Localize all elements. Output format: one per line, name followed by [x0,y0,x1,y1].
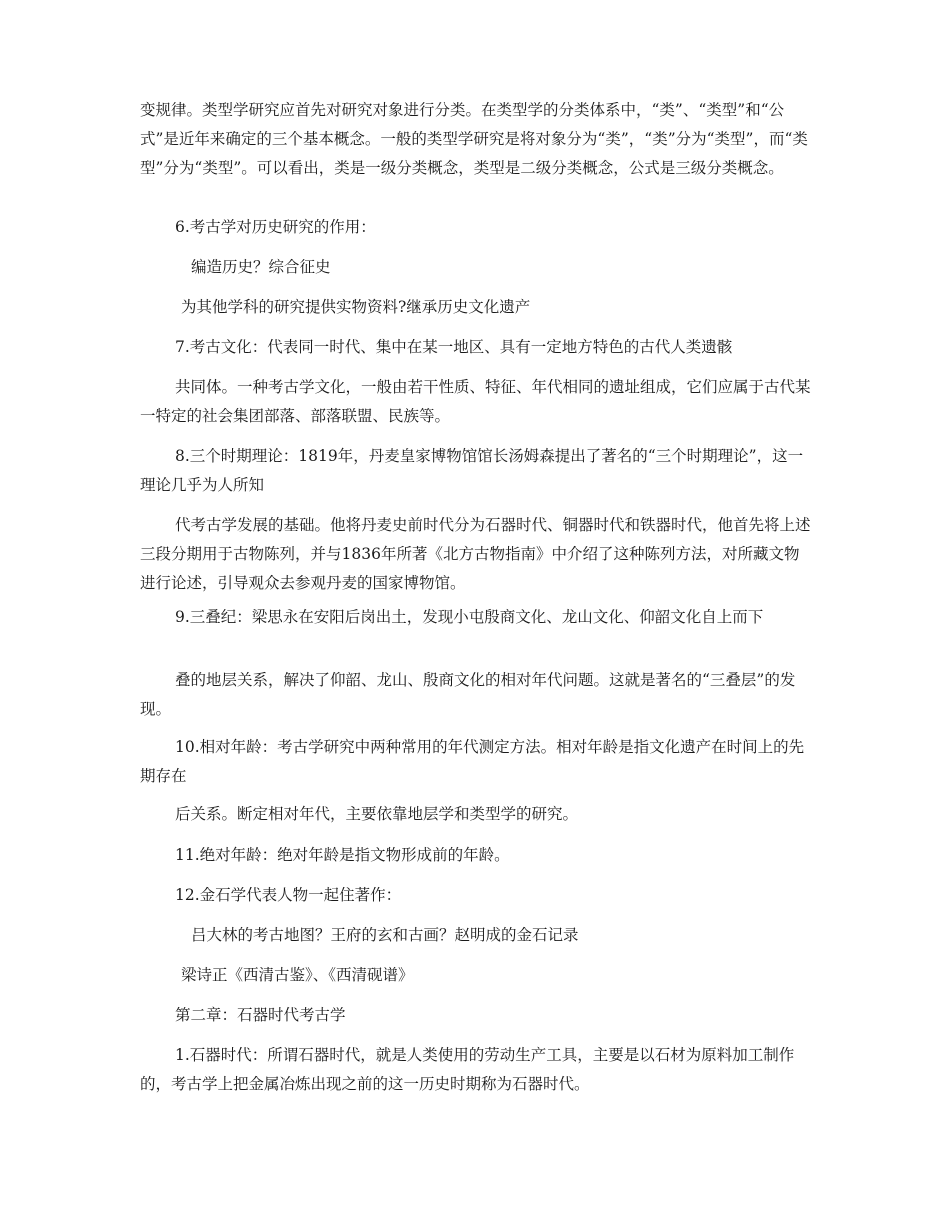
paragraph-item-7-cont: 共同体。一种考古学文化，一般由若干性质、特征、年代相同的遗址组成，它们应属于古代某一特定的社会集团部落、部落联盟、民族等。 [140,378,811,425]
heading-item-7: 7.考古文化：代表同一时代、集中在某一地区、具有一定地方特色的古代人类遗骸 [175,338,733,356]
list-line: 梁诗正《西清古鉴》、《西清砚谱》 [181,966,414,984]
heading-item-9: 9.三叠纪：梁思永在安阳后岗出土，发现小屯殷商文化、龙山文化、仰韶文化自上而下 [175,608,764,626]
heading-item-6: 6.考古学对历史研究的作用： [175,218,376,236]
paragraph-typology: 变规律。类型学研究应首先对研究对象进行分类。在类型学的分类体系中，“类”、“类型”和“公式”是近年来确定的三个基本概念。一般的类型学研究是将对象分为“类”，“类”分为“类型”，而“类型”分为“类型”。可以看出，类是一级分类概念，类型是二级分类概念，公式是三级分类概念。 [140,101,808,177]
heading-item-12: 12.金石学代表人物一起住著作： [175,886,402,904]
list-line: 吕大林的考古地图？王府的玄和古画？赵明成的金石记录 [191,926,579,944]
paragraph-item-8-cont: 代考古学发展的基础。他将丹麦史前时代分为石器时代、铜器时代和铁器时代，他首先将上述三段分期用于古物陈列，并与1836年所著《北方古物指南》中介绍了这种陈列方法，对所藏文物进行论述，引导观众去参观丹麦的国家博物馆。 [140,516,811,592]
heading-item-8: 8.三个时期理论：1819年，丹麦皇家博物馆馆长汤姆森提出了著名的“三个时期理论”，这一理论几乎为人所知 [140,447,804,494]
heading-item-11: 11.绝对年龄：绝对年龄是指文物形成前的年龄。 [175,846,510,864]
chapter-heading: 第二章：石器时代考古学 [175,1006,346,1024]
paragraph-item-10-cont: 后关系。断定相对年代，主要依靠地层学和类型学的研究。 [175,805,579,823]
heading-chapter2-item-1: 1.石器时代：所谓石器时代，就是人类使用的劳动生产工具，主要是以石材为原料加工制作的，考古学上把金属冶炼出现之前的这一历史时期称为石器时代。 [140,1046,795,1093]
list-line: 编造历史？综合征史 [191,258,331,276]
heading-item-10: 10.相对年龄：考古学研究中两种常用的年代测定方法。相对年龄是指文化遗产在时间上的先期存在 [140,738,805,785]
paragraph-item-9-cont: 叠的地层关系，解决了仰韶、龙山、殷商文化的相对年代问题。这就是著名的“三叠层”的发现。 [140,671,796,718]
list-line: 为其他学科的研究提供实物资料?继承历史文化遗产 [181,298,531,316]
